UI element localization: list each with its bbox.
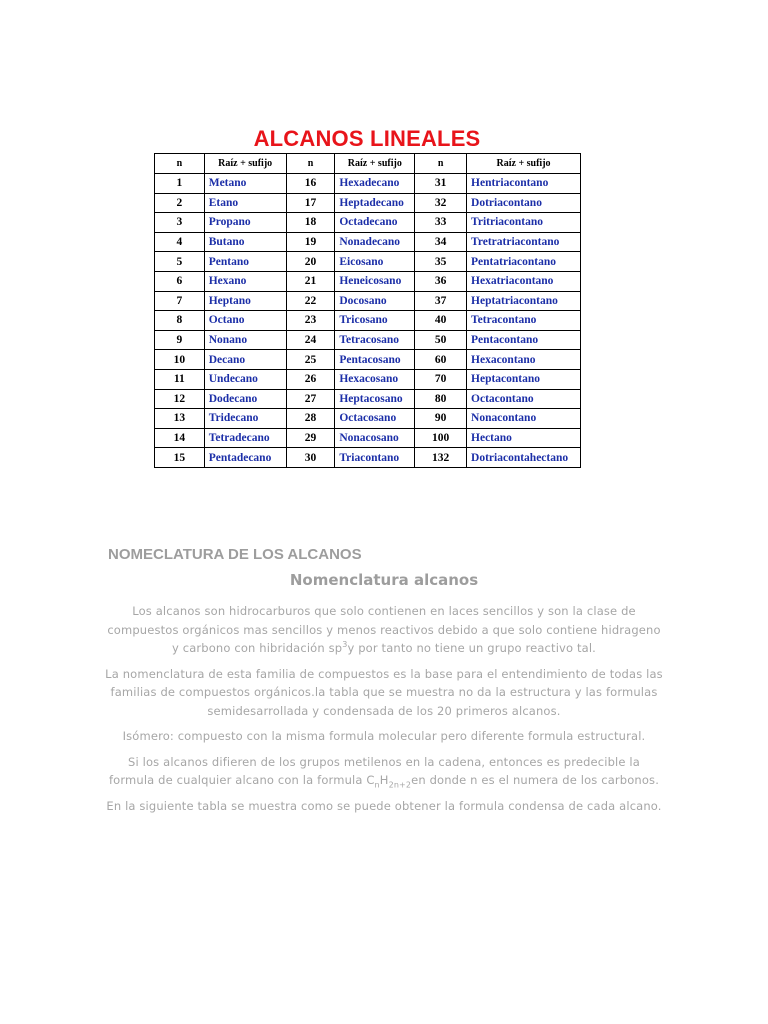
alkane-name-cell: Metano <box>204 174 286 194</box>
alkane-name-cell: Heptacosano <box>335 389 415 409</box>
carbon-count-cell: 10 <box>155 350 205 370</box>
alkane-name-cell: Tricosano <box>335 311 415 331</box>
carbon-count-cell: 21 <box>286 271 335 291</box>
alkane-name-cell: Eicosano <box>335 252 415 272</box>
alkane-name-cell: Pentatriacontano <box>467 252 581 272</box>
alkane-name-cell: Tetracontano <box>467 311 581 331</box>
carbon-count-cell: 100 <box>415 428 467 448</box>
paragraph-text: en donde n es el numera de los carbonos. <box>411 773 660 787</box>
alkane-name-cell: Hexatriacontano <box>467 271 581 291</box>
alkane-name-cell: Tetracosano <box>335 330 415 350</box>
carbon-count-cell: 16 <box>286 174 335 194</box>
carbon-count-cell: 22 <box>286 291 335 311</box>
carbon-count-cell: 36 <box>415 271 467 291</box>
alkane-name-cell: Pentano <box>204 252 286 272</box>
carbon-count-cell: 5 <box>155 252 205 272</box>
carbon-count-cell: 8 <box>155 311 205 331</box>
carbon-count-cell: 34 <box>415 232 467 252</box>
carbon-count-cell: 18 <box>286 213 335 233</box>
sub-heading <box>0 571 768 589</box>
alkane-name-cell: Nonacontano <box>467 409 581 429</box>
alkane-name-cell: Heptatriacontano <box>467 291 581 311</box>
carbon-count-cell: 50 <box>415 330 467 350</box>
body-text <box>104 602 664 822</box>
table-row <box>155 232 581 252</box>
column-header: Raíz + sufijo <box>467 154 581 174</box>
alkane-name-cell: Octacosano <box>335 409 415 429</box>
table-row <box>155 389 581 409</box>
table-body <box>155 174 581 468</box>
paragraph-definition <box>104 602 664 658</box>
alkane-name-cell: Pentacosano <box>335 350 415 370</box>
carbon-count-cell: 40 <box>415 311 467 331</box>
carbon-count-cell: 27 <box>286 389 335 409</box>
alkane-name-cell: Heneicosano <box>335 271 415 291</box>
alkane-name-cell: Nonadecano <box>335 232 415 252</box>
alkane-name-cell: Dotriacontano <box>467 193 581 213</box>
carbon-count-cell: 23 <box>286 311 335 331</box>
alkane-name-cell: Dotriacontahectano <box>467 448 581 468</box>
paragraph-text: Los alcanos son hidrocarburos que solo contienen en laces sencillos y son la clase de compuestos orgánicos mas sencillos y menos reactivos debido a que solo contiene hidrageno y carbono con hibridación sp <box>107 604 661 655</box>
paragraph-formula <box>104 753 664 790</box>
carbon-count-cell: 32 <box>415 193 467 213</box>
column-header: n <box>286 154 335 174</box>
table-row <box>155 174 581 194</box>
alkane-name-cell: Pentacontano <box>467 330 581 350</box>
carbon-count-cell: 17 <box>286 193 335 213</box>
carbon-count-cell: 4 <box>155 232 205 252</box>
column-header: n <box>415 154 467 174</box>
alkane-name-cell: Tetradecano <box>204 428 286 448</box>
sub-heading-text: Nomenclatura alcanos <box>289 571 479 589</box>
column-header: n <box>155 154 205 174</box>
carbon-count-cell: 2 <box>155 193 205 213</box>
column-header: Raíz + sufijo <box>335 154 415 174</box>
table-row <box>155 291 581 311</box>
carbon-count-cell: 3 <box>155 213 205 233</box>
alkane-name-cell: Hexano <box>204 271 286 291</box>
carbon-count-cell: 132 <box>415 448 467 468</box>
alkane-name-cell: Hexacosano <box>335 369 415 389</box>
alkane-name-cell: Docosano <box>335 291 415 311</box>
table-row <box>155 428 581 448</box>
alkane-name-cell: Hentriacontano <box>467 174 581 194</box>
alkane-name-cell: Tritriacontano <box>467 213 581 233</box>
alkane-name-cell: Hexacontano <box>467 350 581 370</box>
carbon-count-cell: 30 <box>286 448 335 468</box>
table-row <box>155 271 581 291</box>
carbon-count-cell: 19 <box>286 232 335 252</box>
carbon-count-cell: 90 <box>415 409 467 429</box>
alkane-name-cell: Decano <box>204 350 286 370</box>
carbon-count-cell: 11 <box>155 369 205 389</box>
carbon-count-cell: 14 <box>155 428 205 448</box>
carbon-count-cell: 25 <box>286 350 335 370</box>
alkane-name-cell: Nonacosano <box>335 428 415 448</box>
alkane-name-cell: Etano <box>204 193 286 213</box>
carbon-count-cell: 9 <box>155 330 205 350</box>
column-header: Raíz + sufijo <box>204 154 286 174</box>
carbon-count-cell: 31 <box>415 174 467 194</box>
alkane-name-cell: Octadecano <box>335 213 415 233</box>
carbon-count-cell: 29 <box>286 428 335 448</box>
carbon-count-cell: 80 <box>415 389 467 409</box>
table-row <box>155 369 581 389</box>
alkanes-table <box>154 153 581 468</box>
alkane-name-cell: Heptano <box>204 291 286 311</box>
carbon-count-cell: 33 <box>415 213 467 233</box>
paragraph-table-intro: En la siguiente tabla se muestra como se puede obtener la formula condensa de cada alcano. <box>106 798 662 813</box>
carbon-count-cell: 70 <box>415 369 467 389</box>
paragraph-text: H <box>379 773 389 787</box>
paragraph-isomer: Isómero: compuesto con la misma formula molecular pero diferente formula estructural. <box>122 729 646 743</box>
table-row <box>155 311 581 331</box>
carbon-count-cell: 28 <box>286 409 335 429</box>
alkane-name-cell: Tridecano <box>204 409 286 429</box>
carbon-count-cell: 20 <box>286 252 335 272</box>
carbon-count-cell: 35 <box>415 252 467 272</box>
carbon-count-cell: 37 <box>415 291 467 311</box>
table-header-row <box>155 154 581 174</box>
carbon-count-cell: 1 <box>155 174 205 194</box>
carbon-count-cell: 60 <box>415 350 467 370</box>
carbon-count-cell: 7 <box>155 291 205 311</box>
alkane-name-cell: Heptadecano <box>335 193 415 213</box>
table-row <box>155 213 581 233</box>
table-row <box>155 409 581 429</box>
alkane-name-cell: Hectano <box>467 428 581 448</box>
alkane-name-cell: Hexadecano <box>335 174 415 194</box>
table-row <box>155 193 581 213</box>
table-row <box>155 252 581 272</box>
superscript: 3 <box>342 640 348 650</box>
carbon-count-cell: 15 <box>155 448 205 468</box>
table-row <box>155 448 581 468</box>
alkane-name-cell: Octacontano <box>467 389 581 409</box>
alkane-name-cell: Undecano <box>204 369 286 389</box>
subscript: n <box>374 780 380 790</box>
alkane-name-cell: Nonano <box>204 330 286 350</box>
carbon-count-cell: 26 <box>286 369 335 389</box>
alkane-name-cell: Pentadecano <box>204 448 286 468</box>
table-row <box>155 350 581 370</box>
carbon-count-cell: 6 <box>155 271 205 291</box>
document-title: ALCANOS LINEALES <box>253 126 481 151</box>
alkane-name-cell: Tretratriacontano <box>467 232 581 252</box>
section-heading: NOMECLATURA DE LOS ALCANOS <box>108 546 362 563</box>
carbon-count-cell: 13 <box>155 409 205 429</box>
carbon-count-cell: 24 <box>286 330 335 350</box>
alkane-name-cell: Heptacontano <box>467 369 581 389</box>
paragraph-text: y por tanto no tiene un grupo reactivo tal. <box>347 641 596 655</box>
paragraph-nomenclature: La nomenclatura de esta familia de compuestos es la base para el entendimiento de todas las familias de compuestos orgánicos.la tabla que se muestra no da la estructura y las formulas semidesarrollada y condensada de los 20 primeros alcanos. <box>105 666 663 718</box>
table-row <box>155 330 581 350</box>
alkane-name-cell: Butano <box>204 232 286 252</box>
alkane-name-cell: Propano <box>204 213 286 233</box>
alkane-name-cell: Dodecano <box>204 389 286 409</box>
subscript: 2n+2 <box>388 780 412 790</box>
alkane-name-cell: Octano <box>204 311 286 331</box>
paragraph-text: Si los alcanos difieren de los grupos metilenos en la cadena, entonces es predecible la formula de cualquier alcano con la formula C <box>108 754 640 787</box>
carbon-count-cell: 12 <box>155 389 205 409</box>
alkane-name-cell: Triacontano <box>335 448 415 468</box>
